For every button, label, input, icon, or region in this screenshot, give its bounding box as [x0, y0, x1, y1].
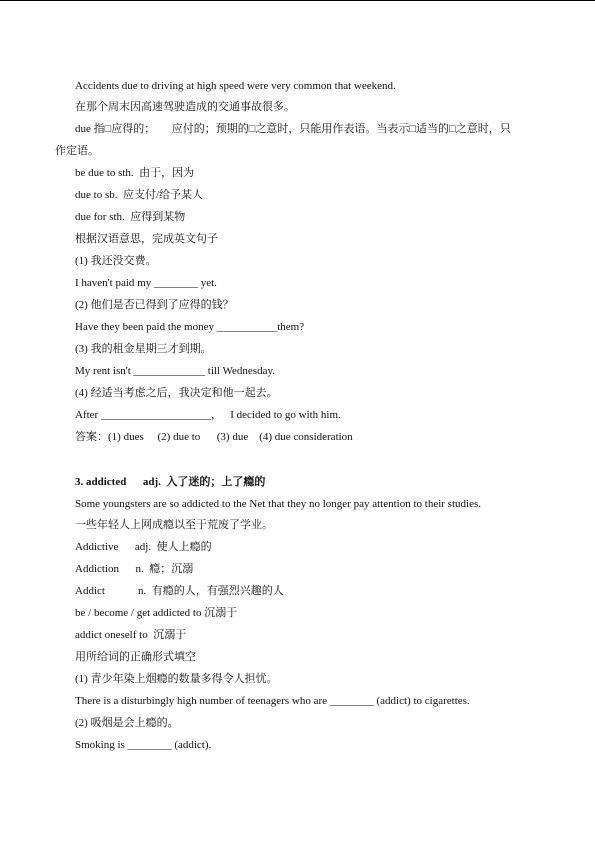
addicted-example-zh: 一些年轻人上网成瘾以至于荒废了学业。	[75, 519, 273, 531]
exercise-1-zh: (1) 我还没交费。	[75, 255, 157, 267]
example-sentence-zh: 在那个周末因高速驾驶造成的交通事故很多。	[75, 101, 295, 113]
answer-key: 答案：(1) dues (2) due to (3) due (4) due consideration	[75, 431, 353, 443]
exercise-4-zh: (4) 经适当考虑之后，我决定和他一起去。	[75, 387, 278, 399]
phrase-addicted-to: be / become / get addicted to 沉溺于	[75, 607, 238, 619]
usage-note-continued: 作定语。	[55, 145, 99, 157]
exercise-1-en: I haven't paid my ________ yet.	[75, 277, 217, 289]
fill-in-1-zh: (1) 青少年染上烟瘾的数量多得令人担忧。	[75, 673, 278, 685]
exercise-3-en: My rent isn't _____________ till Wednesday.	[75, 365, 275, 377]
addicted-example-en: Some youngsters are so addicted to the Net that they no longer pay attention to their studies.	[75, 498, 481, 510]
fill-in-2-zh: (2) 吸烟是会上瘾的。	[75, 717, 179, 729]
phrase-due-to-sth: be due to sth. 由于，因为	[75, 167, 195, 179]
fill-in-instruction: 用所给词的正确形式填空	[75, 651, 196, 663]
fill-in-2-en: Smoking is ________ (addict).	[75, 739, 212, 751]
phrase-due-for-sth: due for sth. 应得到某物	[75, 211, 186, 223]
exercise-2-en: Have they been paid the money ___________them?	[75, 321, 305, 333]
exercise-4-en: After ____________________， I decided to go with him.	[75, 409, 341, 421]
example-sentence-en: Accidents due to driving at high speed were very common that weekend.	[75, 80, 396, 92]
fill-in-1-en: There is a disturbingly high number of teenagers who are ________ (addict) to cigarettes.	[75, 695, 470, 707]
section-heading-addicted: 3. addicted adj. 入了迷的；上了瘾的	[75, 476, 266, 488]
usage-note: due 指□应得的； 应付的；预期的□之意时，只能用作表语。当表示□适当的□之意时，只	[75, 123, 511, 135]
word-addictive: Addictive adj. 使人上瘾的	[75, 541, 212, 553]
phrase-due-to-sb: due to sb. 应支付/给予某人	[75, 189, 204, 201]
exercise-2-zh: (2) 他们是否已得到了应得的钱？	[75, 299, 234, 311]
word-addict: Addict n. 有瘾的人，有强烈兴趣的人	[75, 585, 284, 597]
exercise-3-zh: (3) 我的租金星期三才到期。	[75, 343, 212, 355]
word-addiction: Addiction n. 瘾；沉溺	[75, 563, 194, 575]
exercise-instruction: 根据汉语意思，完成英文句子	[75, 233, 218, 245]
phrase-addict-oneself: addict oneself to 沉溺于	[75, 629, 187, 641]
